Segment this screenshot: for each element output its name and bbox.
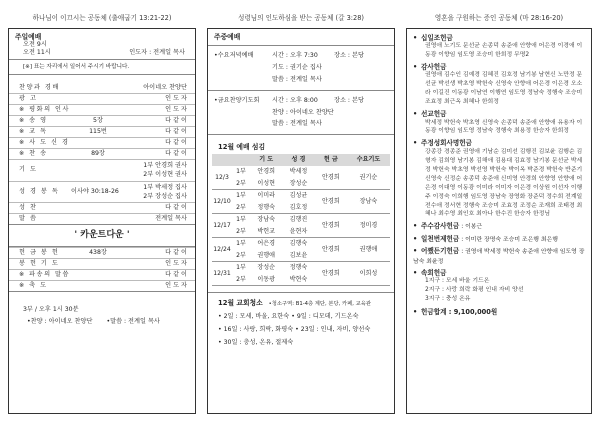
- cleaning-note: •청소구역: B1-4층 계단, 본당, 카페, 교육관: [268, 301, 371, 308]
- offering-section-body: 1지구 : 모세 바울 기드온 2지구 : 사랑 희락 화평 인내 자비 양선 3지구 : 충성 온유: [425, 278, 524, 303]
- offering-section: • 주수감사헌금 : 이봉근: [413, 222, 483, 231]
- sunday-title: 주일예배: [15, 33, 42, 41]
- duty-row: [212, 262, 390, 274]
- order-row: ※ 교 독 115번 다 같 이: [9, 126, 195, 137]
- leader-label: 인도자 : 전계일 목사: [129, 49, 185, 57]
- duty-col-bible: 성 경: [282, 154, 314, 166]
- offering-section-title: 주수감사헌금: [421, 222, 460, 231]
- duty-prayer: 어은경: [257, 240, 275, 248]
- duty-wednesday: 권기순: [347, 166, 390, 190]
- offering-section-title: 선교헌금: [421, 110, 447, 119]
- duty-date: 12/31: [212, 262, 232, 286]
- duty-prayer: 이성현: [250, 178, 282, 190]
- duty-bible: 박세정: [289, 167, 308, 175]
- duty-part: 2부: [232, 178, 250, 190]
- offering-section-title: 어쨌든기헌금: [421, 247, 460, 256]
- duty-date: 12/24: [212, 238, 232, 262]
- duty-bible: 김보윤: [282, 250, 314, 262]
- offering-section: • 속회헌금 1지구 : 모세 바울 기드온 2지구 : 사랑 희락 화평 인내 자비 양선 3지구 : 충성 온유: [413, 269, 585, 304]
- duty-col-prayer: 기 도: [250, 154, 282, 166]
- duty-part: 2부: [232, 274, 250, 286]
- duty-wednesday: 권행애: [347, 238, 390, 262]
- duty-bible: 장성순: [282, 178, 314, 190]
- duty-offering: 안경희: [315, 166, 347, 190]
- duty-part: 1부: [236, 192, 246, 200]
- duty-wednesday: 이희성: [347, 262, 390, 286]
- prayer-row: 기 도 1부 안경희 권사 2부 이성현 권사: [9, 159, 195, 181]
- choir-row: 찬양과 경배 아이네오 찬양단: [19, 83, 187, 91]
- duty-bible: 박현숙: [282, 274, 314, 286]
- cleaning-row-3: • 30일 : 충성, 온유, 절제숙: [218, 338, 294, 346]
- offering-total: • 헌금합계 : 9,100,000원: [413, 308, 498, 317]
- duty-bible: 김행진: [289, 216, 308, 224]
- order-row: 말 씀 전계일 목사: [9, 213, 195, 224]
- duty-bible: 김호정: [282, 202, 314, 214]
- cleaning-row-2: • 16일 : 사랑, 희락, 화평숙 • 23일 : 인내, 자비, 양선숙: [218, 325, 371, 333]
- column-1-header: 하나님이 이끄시는 공동체 (출애굽기 13:21-22): [32, 14, 172, 22]
- offering-section: • 주정성회사명헌금 강종강 경종준 권영애 기남순 김미선 김행진 김보윤 김행순 김형자 김희영 남기봉 김해애 김용대 김효정 남기봉 문선균 박세정 박헌숙 박초영 박선영 박헌숙 박이옥 박준경 박헌숙 반준기 신영숙 신정순 송종덕 송준애 신미영 안경희 안향영 안향애 어은경 이대영 이동광 이미라 이미자 이은경 이상원 이선자 이행주 이정숙 이희행 임도영 장남숙 장영화 장준덕 정수희 전계일 전수애 정서현 정행숙 조승미 조효정 조정순 조재희 조태경 최혜나 최수영 최인호 최아나 한수진 한승자 한정님: [413, 139, 585, 219]
- closing-row: 봉 헌 기 도 인 도 자: [9, 258, 195, 269]
- duty-prayer: 이미라: [257, 192, 275, 200]
- duty-prayer: 장성순: [257, 264, 275, 272]
- duty-prayer: 안경희: [257, 167, 275, 175]
- duty-part: 2부: [232, 202, 250, 214]
- order-row: 광 고 인 도 자: [9, 93, 195, 104]
- prayer-line-1: 1부 안경희 권사: [143, 161, 187, 169]
- closing-row: 헌 금 봉 헌 438장 다 같 이: [9, 247, 195, 258]
- closing-row: ※ 축 도 인 도 자: [9, 280, 195, 291]
- order-row: ※ 평화의 인사 인 도 자: [9, 104, 195, 115]
- prayer-line-2: 2부 이성현 권사: [143, 171, 187, 179]
- order-row: ※ 찬 송 89장 다 같 이: [9, 148, 195, 159]
- duty-prayer: 박헌교: [250, 226, 282, 238]
- duty-offering: 안경희: [315, 262, 347, 286]
- duty-row: [212, 190, 390, 202]
- duty-date: 12/17: [212, 214, 232, 238]
- offering-section-body: 박세정 박헌숙 박초영 신영숙 손종덕 송준애 안향애 유용자 이동광 이향임 임도영 정남숙 정행숙 최용정 한승자 한희정: [425, 119, 583, 135]
- offering-section-body: 권영애 김수인 김예경 김혜진 김호정 남기봉 남현신 노만정 문선균 박선생 박초영 박헌숙 신영숙 안향애 어은경 이은경 오소라 이길진 이동광 이남연 이행연 임도영 정남숙 정행숙 조승미 조효정 최근옥 최혜나 한희정: [425, 72, 583, 106]
- duty-bible: 정행숙: [289, 264, 308, 272]
- countdown-title: ' 카운트다운 ': [74, 230, 130, 241]
- reading-line-2: 2부 장성순 집사: [143, 192, 187, 200]
- duty-row: [212, 214, 390, 226]
- offering-section-body: : 이미란 장명숙 조승미 조은행 최은행: [461, 236, 558, 243]
- duty-offering: 안경희: [315, 190, 347, 214]
- duty-part: 1부: [236, 240, 246, 248]
- pm-praise: •찬양 : 아이네오 찬양단: [27, 317, 93, 325]
- cleaning-row-1: • 2일 : 모세, 바울, 요한숙 • 9일 : 디모데, 기드온숙: [218, 312, 359, 320]
- column-2-header: 성령님의 인도하심을 받는 공동체 (갈 3:28): [238, 14, 364, 22]
- order-row: ※ 송 영 5장 다 같 이: [9, 115, 195, 126]
- duty-prayer: 장남숙: [257, 216, 275, 224]
- offering-section-body: 강종강 경종준 권영애 기남순 김미선 김행진 김보윤 김행순 김형자 김희영 남기봉 김해애 김용대 김효정 남기봉 문선균 박세정 박헌숙 박초영 박선영 박헌숙 박이옥 박준경 박헌숙 반준기 신영숙 신정순 송종덕 송준애 신미영 안경희 안향영 안향애 어은경 이대영 이동광 이미라 이미자 이은경 이상원 이선자 이행주 이정숙 이희행 임도영 장남숙 장영화 장준덕 정수희 전계일 전수애 정서현 정행숙 조승미 조효정 조정순 조재희 조태경 최혜나 최수영 최인호 최아나 한수진 한승자 한정님: [425, 148, 583, 218]
- offering-section: • 감사헌금 권영애 김수인 김예경 김혜진 김호정 남기봉 남현신 노만정 문선균 박선생 박초영 박헌숙 신영숙 안향애 어은경 이은경 오소라 이길진 이동광 이남연 이행연 임도영 정남숙 정행숙 조승미 조효정 최근옥 최혜나 한희정: [413, 63, 585, 107]
- pm-sermon: •말씀 : 전계일 목사: [106, 317, 160, 325]
- offering-section-body: : 이봉근: [461, 224, 483, 231]
- order-row: ※ 사 도 신 경 다 같 이: [9, 137, 195, 148]
- duty-col-wednesday: 수요기도: [347, 154, 390, 166]
- cleaning-title: 12월 교회청소: [218, 299, 263, 308]
- duty-offering: 안경희: [315, 214, 347, 238]
- duty-offering: 안경희: [315, 238, 347, 262]
- order-row: 성 찬 다 같 이: [9, 202, 195, 213]
- duty-prayer: 이동광: [250, 274, 282, 286]
- service-time-2: 오전 11시: [23, 49, 51, 57]
- duty-wednesday: 장남숙: [347, 190, 390, 214]
- duty-col-part: [232, 154, 250, 166]
- offering-section-title: 주정성회사명헌금: [421, 139, 472, 148]
- duty-prayer: 정행숙: [250, 202, 282, 214]
- weekday-title: 주중예배: [214, 33, 241, 41]
- offering-panel: [406, 28, 592, 414]
- duty-bible: 김행숙: [289, 240, 308, 248]
- service-time-1: 오전 9시: [23, 41, 47, 49]
- friday-service: •금요찬양기도회 시간 : 오후 8:00 장소 : 본당 찬양 : 아이네오 찬양단 말씀 : 전계일 목사: [208, 90, 394, 134]
- offering-section-body: : 권영애 박세정 박헌숙 송준애 안향애 임도영 장남숙 최윤정: [413, 249, 585, 265]
- duty-prayer: 권행애: [250, 250, 282, 262]
- duty-wednesday: 정미경: [347, 214, 390, 238]
- duty-bible: 김성균: [289, 192, 308, 200]
- offering-section: • 십일조헌금 권영애 노기도 문선균 손종덕 송준애 안향애 어은경 이경애 이동광 이향임 임도영 조승미 한희정 무명2: [413, 34, 585, 60]
- duty-title: 12월 예배 섬김: [218, 143, 266, 152]
- duty-date: 12/3: [212, 166, 232, 190]
- column-3-header: 영혼을 구원하는 증인 공동체 (마 28:16-20): [434, 14, 564, 22]
- offering-section-title: 일천번제헌금: [421, 234, 460, 243]
- reading-line-1: 1부 박세정 집사: [143, 183, 187, 191]
- closing-row: ※ 파송의 말씀 다 같 이: [9, 269, 195, 280]
- duty-row: [212, 166, 390, 178]
- offering-section: • 선교헌금 박세정 박헌숙 박초영 신영숙 손종덕 송준애 안향애 유용자 이동광 이향임 임도영 정남숙 정행숙 최용정 한승자 한희정: [413, 110, 585, 136]
- reading-row: 성 경 봉 독 이사야 30:18-26 1부 박세정 집사 2부 장성순 집사: [9, 181, 195, 203]
- duty-col-offering: 헌 금: [315, 154, 347, 166]
- offering-section-title: 속회헌금: [421, 268, 447, 277]
- duty-part: 1부: [236, 167, 246, 175]
- duty-part: 1부: [236, 264, 246, 272]
- pm-service-time: 3부 / 오후 1시 30분: [23, 306, 79, 314]
- weekday-panel: [207, 28, 395, 414]
- duty-bible: 윤현자: [282, 226, 314, 238]
- offering-section: • 일천번제헌금 : 이미란 장명숙 조승미 조은행 최은행: [413, 234, 558, 243]
- duty-col-date: [212, 154, 232, 166]
- offering-section: • 어쨌든기헌금 : 권영애 박세정 박헌숙 송준애 안향애 임도영 장남숙 최윤정: [413, 247, 585, 265]
- wednesday-service: •수요저녁예배 시간 : 오후 7:30 장소 : 본당 기도 : 권기순 집사 말씀 : 전계일 목사: [208, 45, 394, 89]
- offering-section-title: 십일조헌금: [421, 34, 453, 42]
- offering-section-body: 권영애 노기도 문선균 손종덕 송준애 안향애 어은경 이경애 이동광 이향임 임도영 조승미 한희정 무명2: [425, 43, 583, 59]
- duty-date: 12/10: [212, 190, 232, 214]
- duty-part: 2부: [232, 250, 250, 262]
- standing-note: [※] 표는 자리에서 일어서 주시기 바랍니다.: [9, 59, 195, 74]
- duty-row: [212, 238, 390, 250]
- offering-section-title: 감사헌금: [421, 63, 447, 72]
- duty-part: 1부: [236, 216, 246, 224]
- duty-table: [212, 154, 390, 287]
- sunday-worship-panel: [8, 28, 196, 414]
- duty-part: 2부: [232, 226, 250, 238]
